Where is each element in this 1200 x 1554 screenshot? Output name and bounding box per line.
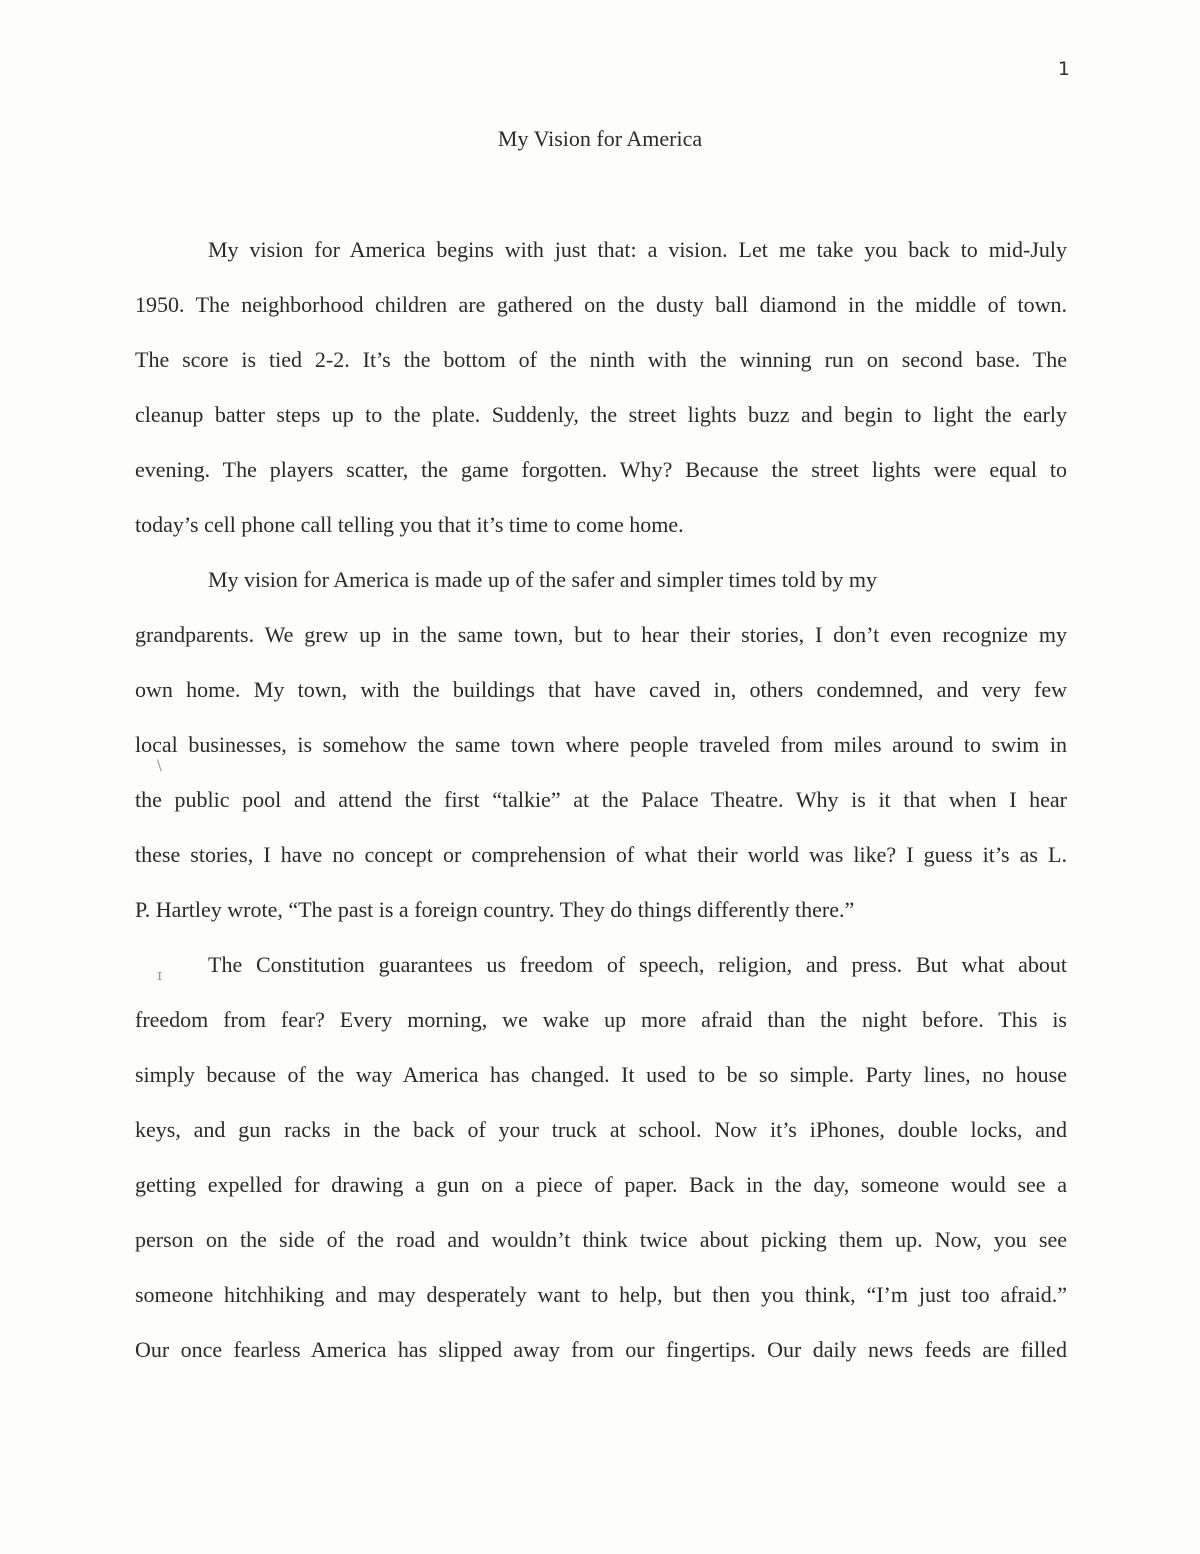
paragraph-2	[135, 552, 1067, 937]
text-line: freedom from fear? Every morning, we wake up more afraid than the night before. This is	[135, 1007, 1067, 1032]
text-line: getting expelled for drawing a gun on a piece of paper. Back in the day, someone would see a	[135, 1172, 1067, 1197]
text-line: today’s cell phone call telling you that it’s time to come home.	[135, 512, 684, 537]
text-line: 1950. The neighborhood children are gathered on the dusty ball diamond in the middle of town.	[135, 292, 1067, 317]
text-line: the public pool and attend the first “talkie” at the Palace Theatre. Why is it that when I hear	[135, 787, 1067, 812]
text-line: evening. The players scatter, the game forgotten. Why? Because the street lights were equal to	[135, 457, 1067, 482]
text-line: P. Hartley wrote, “The past is a foreign country. They do things differently there.”	[135, 897, 855, 922]
text-line: cleanup batter steps up to the plate. Suddenly, the street lights buzz and begin to light the early	[135, 402, 1067, 427]
page-title: My Vision for America	[497, 126, 703, 151]
text-line: keys, and gun racks in the back of your truck at school. Now it’s iPhones, double locks, and	[135, 1117, 1067, 1142]
text-line: My vision for America is made up of the safer and simpler times told by my	[208, 567, 878, 592]
text-line: The Constitution guarantees us freedom of speech, religion, and press. But what about	[208, 952, 1067, 977]
text-line: own home. My town, with the buildings that have caved in, others condemned, and very few	[135, 677, 1067, 702]
text-line: someone hitchhiking and may desperately want to help, but then you think, “I’m just too afraid.”	[135, 1282, 1067, 1307]
text-line: The score is tied 2-2. It’s the bottom of the ninth with the winning run on second base. The	[135, 347, 1067, 372]
page-number: 1	[1057, 58, 1070, 80]
stray-pen-mark: \	[157, 758, 162, 774]
text-line: person on the side of the road and wouldn’t think twice about picking them up. Now, you see	[135, 1227, 1067, 1252]
text-line: grandparents. We grew up in the same town, but to hear their stories, I don’t even recognize my	[135, 622, 1067, 647]
stray-pen-mark: ɪ	[157, 968, 163, 984]
text-line: simply because of the way America has changed. It used to be so simple. Party lines, no house	[135, 1062, 1067, 1087]
paragraph-3	[135, 937, 1067, 1377]
text-line: My vision for America begins with just that: a vision. Let me take you back to mid-July	[208, 237, 1067, 262]
paragraph-1	[135, 222, 1067, 552]
text-line: local businesses, is somehow the same town where people traveled from miles around to swim in	[135, 732, 1067, 757]
essay-body	[135, 222, 1067, 1377]
text-line: Our once fearless America has slipped away from our fingertips. Our daily news feeds are filled	[135, 1337, 1067, 1362]
text-line: these stories, I have no concept or comprehension of what their world was like? I guess it’s as L.	[135, 842, 1067, 867]
